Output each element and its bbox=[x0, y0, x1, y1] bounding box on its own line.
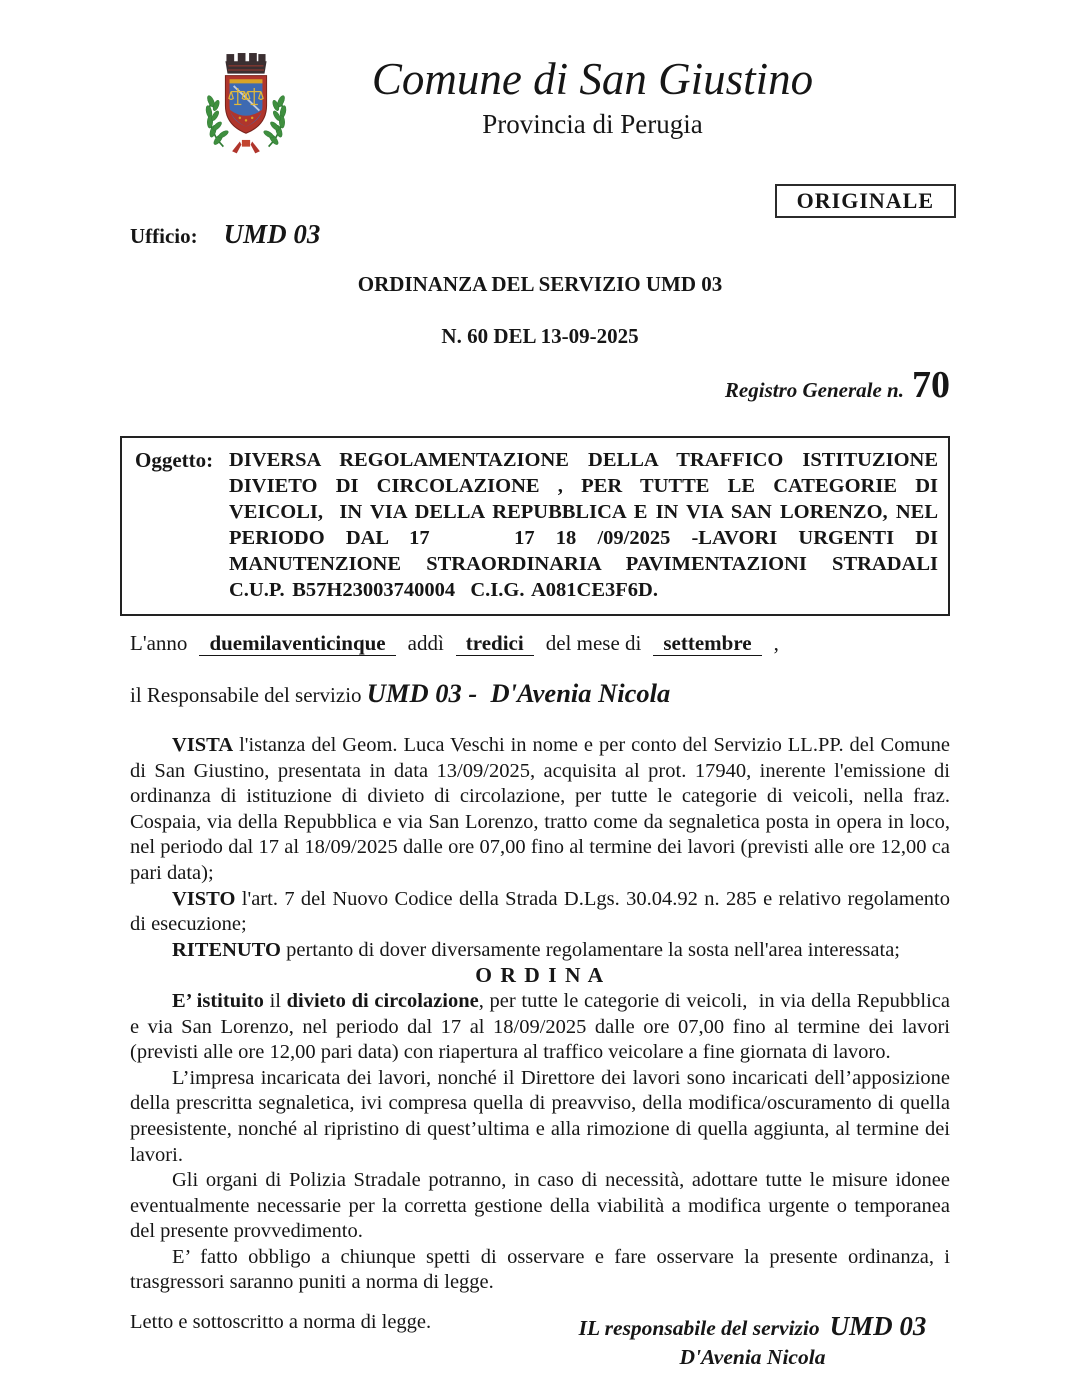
municipality-header bbox=[160, 56, 1025, 140]
paragraph-ritenuto: RITENUTO pertanto di dover diversamente regolamentare la sosta nell'area interessata; bbox=[172, 938, 900, 961]
ordina-heading: O R D I N A bbox=[475, 963, 605, 988]
province-name: Provincia di Perugia bbox=[482, 109, 703, 140]
ufficio-value: UMD 03 bbox=[223, 219, 321, 249]
registro-generale-line bbox=[130, 363, 950, 407]
registro-number: 70 bbox=[912, 364, 950, 406]
date-formula-line: L'anno duemilaventicinque addì tredici del mese di settembre , bbox=[130, 631, 779, 655]
signature-name: D'Avenia Nicola bbox=[679, 1345, 826, 1369]
responsible-line: il Responsabile del servizio UMD 03 - D'Avenia Nicola bbox=[130, 678, 671, 708]
signature-role: IL responsabile del servizio bbox=[578, 1316, 820, 1340]
paragraph-istituito: E’ istituito il divieto di circolazione, per tutte le categorie di veicoli, in via della Repubblica e via San Lorenzo, nel periodo dal 17 al 18/09/2025 dalle ore 07,00 fino al termine dei lavori (previsti alle ore 12,00 pari data) con riapertura al traffico veicolare a fine giornata di lavoro. bbox=[130, 989, 950, 1064]
closing-line: Letto e sottoscritto a norma di legge. bbox=[130, 1311, 432, 1334]
paragraph-obbligo: E’ fatto obbligo a chiunque spetti di osservare e fare osservare la presente ordinanza, i trasgressori saranno puniti a norma di legge. bbox=[130, 1245, 950, 1294]
paragraph-visto: VISTO l'art. 7 del Nuovo Codice della Strada D.Lgs. 30.04.92 n. 285 e relativo regolamento di esecuzione; bbox=[130, 887, 950, 936]
ufficio-label: Ufficio: bbox=[130, 224, 198, 248]
municipality-name: Comune di San Giustino bbox=[371, 54, 814, 104]
ufficio-line bbox=[130, 219, 320, 250]
paragraph-vista: VISTA l'istanza del Geom. Luca Veschi in nome e per conto del Servizio LL.PP. del Comune di San Giustino, presentata in data 13/09/2025, acquisita al prot. 17940, inerente l'emissione di ordinanza di istituzione di divieto di circolazione, per tutte le categorie di veicoli, nella fraz. Cospaia, via della Repubblica e via San Lorenzo, tratto come da segnaletica posta in opera in loco, nel periodo dal 17 al 18/09/2025 dalle ore 07,00 fino al termine dei lavori (previsti alle ore 12,00 ca pari data); bbox=[130, 734, 950, 884]
oggetto-box bbox=[120, 436, 950, 616]
signature-service: UMD 03 bbox=[829, 1311, 927, 1341]
ordinance-number: N. 60 DEL 13-09-2025 bbox=[441, 324, 639, 348]
oggetto-text: DIVERSA REGOLAMENTAZIONE DELLA TRAFFICO ISTITUZIONE DIVIETO DI CIRCOLAZIONE , PER TUTTE LE CATEGORIE DI VEICOLI, IN VIA DELLA REPUBBLICA E IN VIA SAN LORENZO, NEL PERIODO DAL 17 17 18 /09/2025 -LAVORI URGENTI DI MANUTENZIONE STRAORDINARIA PAVIMENTAZIONI STRADALI C.U.P. B57H23003740004 C.I.G. A081CE3F6D. bbox=[229, 449, 938, 601]
paragraph-polizia: Gli organi di Polizia Stradale potranno, in caso di necessità, adottare tutte le misure idonee eventualmente necessarie per la corretta gestione della viabilità a modifica urgente o temporanea del presente provvedimento. bbox=[130, 1169, 950, 1243]
registro-label: Registro Generale n. bbox=[724, 378, 904, 402]
signature-block bbox=[545, 1311, 960, 1370]
originale-badge-label: ORIGINALE bbox=[796, 188, 934, 213]
paragraph-impresa: L’impresa incaricata dei lavori, nonché il Direttore dei lavori sono incaricati dell’apposizione della prescritta segnaletica, ivi compresa quella di preavviso, della modifica/oscuramento di quella preesistente, nonché al ripristino di quest’ultima e alla rimozione di quella aggiunta, al termine dei lavori. bbox=[130, 1066, 950, 1166]
signature-role-line bbox=[545, 1311, 960, 1342]
oggetto-label: Oggetto: bbox=[135, 448, 214, 472]
ordinance-body bbox=[130, 733, 950, 1336]
ribbon bbox=[232, 140, 260, 153]
ordinance-title: ORDINANZA DEL SERVIZIO UMD 03 bbox=[357, 272, 723, 296]
originale-badge bbox=[775, 184, 956, 218]
